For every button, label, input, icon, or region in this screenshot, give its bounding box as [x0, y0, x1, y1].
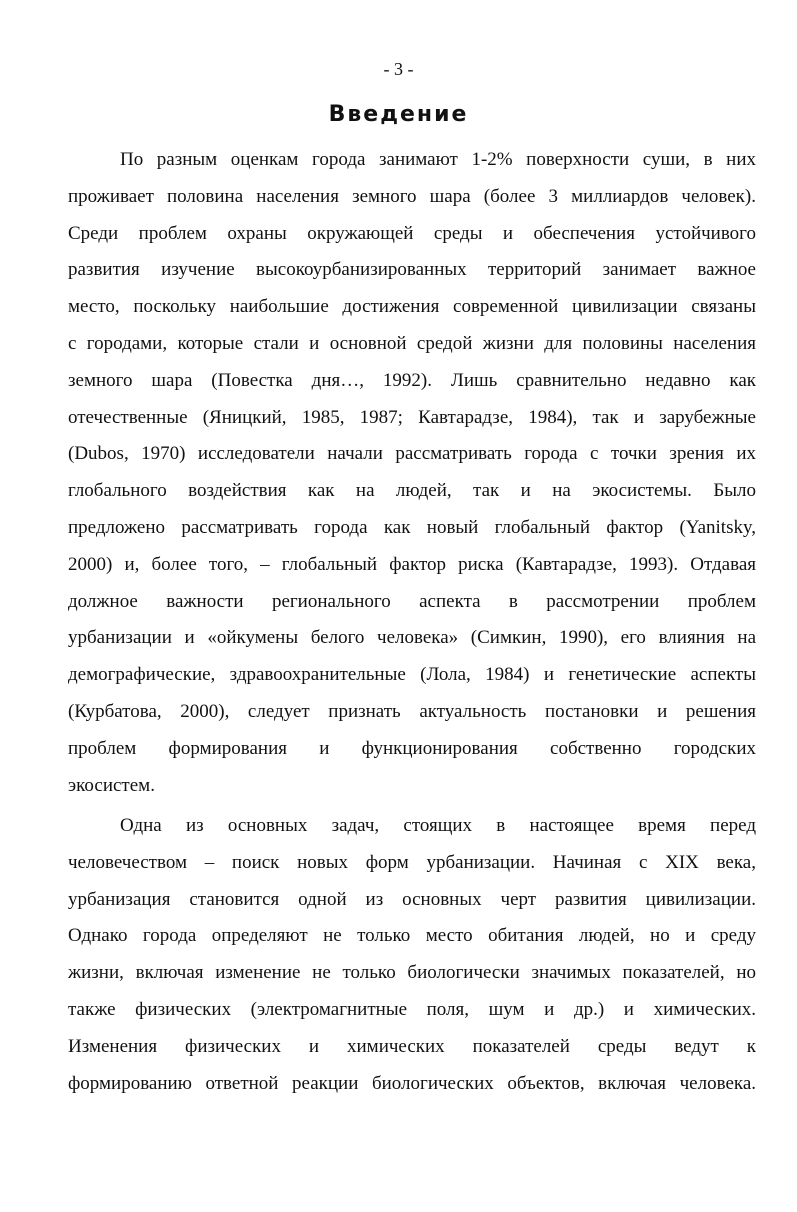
text-line: жизни, включая изменение не только биологически значимых показателей, но — [68, 962, 756, 984]
text-line: (Курбатова, 2000), следует признать актуальность постановки и решения — [68, 700, 756, 722]
text-line: Одна из основных задач, стоящих в настоящее время перед — [120, 815, 756, 836]
text-line: Однако города определяют не только место обитания людей, но и среду — [68, 925, 756, 947]
text-line: По разным оценкам города занимают 1-2% поверхности суши, в них — [120, 149, 756, 170]
text-line: место, поскольку наибольшие достижения современной цивилизации связаны — [68, 296, 756, 318]
page-title: Введение — [328, 102, 469, 127]
text-line: человечеством – поиск новых форм урбанизации. Начиная с XIX века, — [68, 851, 756, 873]
text-line: 2000) и, более того, – глобальный фактор риска (Кавтарадзе, 1993). Отдавая — [68, 553, 756, 575]
text-line: Среди проблем охраны окружающей среды и обеспечения устойчивого — [68, 222, 756, 244]
text-line: с городами, которые стали и основной средой жизни для половины населения — [68, 332, 756, 354]
text-line: Изменения физических и химических показателей среды ведут к — [68, 1035, 756, 1057]
text-line: урбанизации и «ойкумены белого человека» (Симкин, 1990), его влияния на — [68, 627, 756, 649]
text-line: экосистем. — [68, 774, 155, 796]
text-line: проблем формирования и функционирования собственно городских — [68, 737, 756, 759]
text-line: глобального воздействия как на людей, так и на экосистемы. Было — [68, 480, 756, 502]
text-line: (Dubos, 1970) исследователи начали рассматривать города с точки зрения их — [68, 443, 756, 465]
page-number: - 3 - — [383, 59, 414, 79]
text-line: урбанизация становится одной из основных черт развития цивилизации. — [68, 888, 756, 910]
text-line: проживает половина населения земного шара (более 3 миллиардов человек). — [68, 185, 756, 207]
text-line: также физических (электромагнитные поля, шум и др.) и химических. — [68, 998, 756, 1020]
paragraph-2 — [68, 808, 756, 1102]
text-line: развития изучение высокоурбанизированных территорий занимает важное — [68, 259, 756, 281]
text-line: должное важности регионального аспекта в рассмотрении проблем — [68, 590, 756, 612]
text-line: отечественные (Яницкий, 1985, 1987; Кавтарадзе, 1984), так и зарубежные — [68, 406, 756, 428]
text-line: предложено рассматривать города как новый глобальный фактор (Yanitsky, — [68, 516, 756, 538]
text-line: земного шара (Повестка дня…, 1992). Лишь сравнительно недавно как — [68, 369, 756, 391]
text-line: демографические, здравоохранительные (Лола, 1984) и генетические аспекты — [68, 664, 756, 686]
paragraph-1 — [68, 142, 756, 804]
text-line: формированию ответной реакции биологических объектов, включая человека. — [68, 1072, 756, 1094]
